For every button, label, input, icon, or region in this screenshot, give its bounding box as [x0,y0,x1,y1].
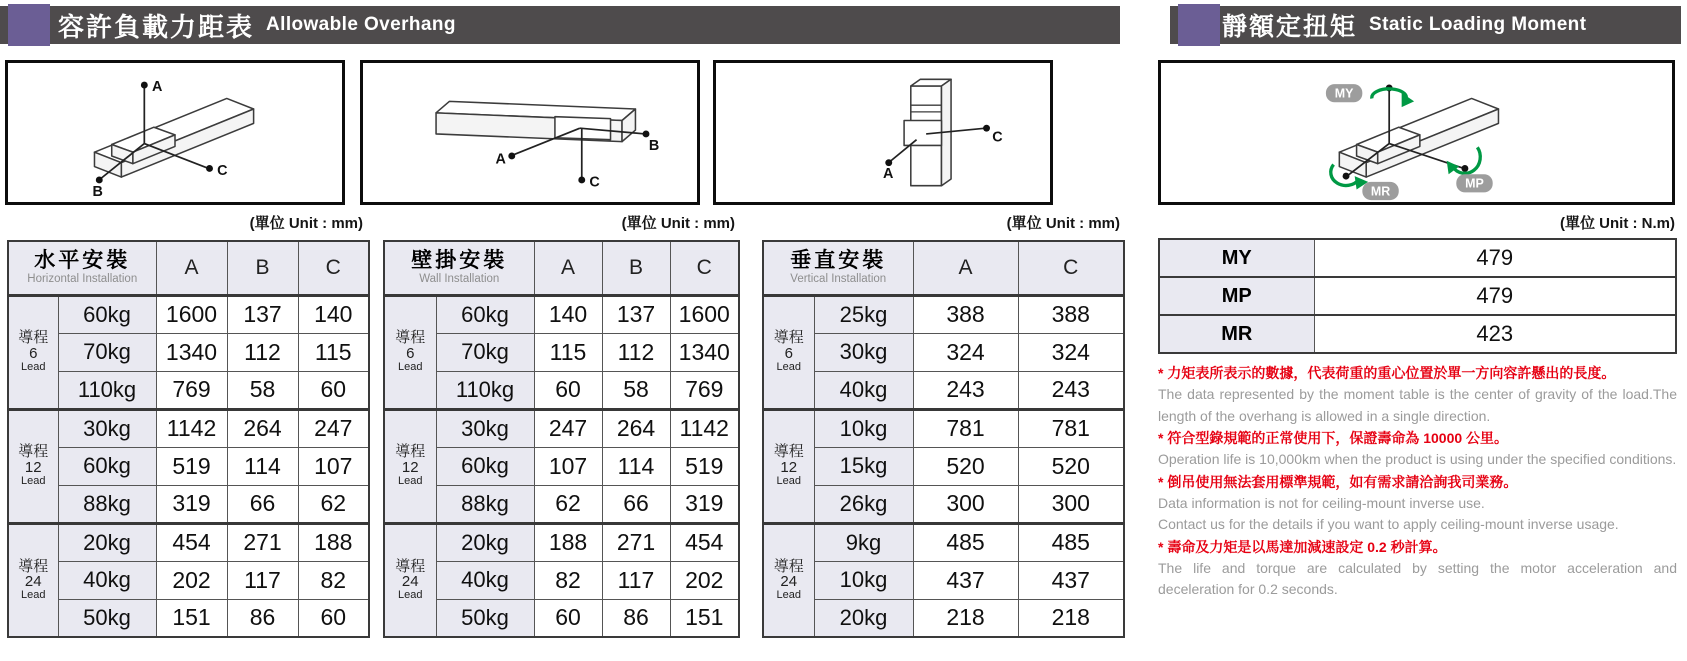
value-cell: 140 [534,295,602,333]
value-cell: 58 [227,371,298,409]
value-cell: 62 [534,485,602,523]
note-en: The life and torque are calculated by setting the motor acceleration and deceleration for 0.2 seconds. [1158,559,1677,597]
value-cell: 151 [670,599,739,637]
unit-label-mm-3: (單位 Unit : mm) [1006,215,1120,232]
load-cell: 60kg [436,295,534,333]
value-cell: 324 [1018,333,1124,371]
lead-cell: 導程 24 Lead [8,523,58,637]
column-header-a: A [156,241,227,295]
value-cell: 319 [156,485,227,523]
load-cell: 88kg [436,485,534,523]
load-cell: 20kg [436,523,534,561]
value-cell: 1600 [156,295,227,333]
table-name-en: Vertical Installation [790,273,887,286]
note-en: Data information is not for ceiling-mount inverse use. [1158,494,1485,511]
value-cell: 243 [913,371,1018,409]
value-cell: 519 [156,447,227,485]
moment-value-cell: 423 [1314,315,1676,353]
load-cell: 70kg [58,333,156,371]
my-badge-label: MY [1334,86,1354,101]
table-name-zh: 垂直安裝 [790,249,887,273]
note-en: Contact us for the details if you want to apply ceiling-mount inverse usage. [1158,516,1619,532]
value-cell: 271 [227,523,298,561]
point-label-a: A [495,151,506,168]
load-cell: 60kg [58,447,156,485]
value-cell: 388 [1018,295,1124,333]
value-cell: 112 [227,333,298,371]
value-cell: 1142 [670,409,739,447]
column-header-a: A [913,241,1018,295]
lead-cell: 導程 24 Lead [763,523,814,637]
load-cell: 30kg [814,333,913,371]
point-label-b: B [92,184,103,201]
value-cell: 437 [913,561,1018,599]
load-cell: 50kg [58,599,156,637]
value-cell: 520 [1018,447,1124,485]
value-cell: 243 [1018,371,1124,409]
value-cell: 1340 [670,333,739,371]
lead-cell: 導程 6 Lead [384,295,436,409]
value-cell: 86 [602,599,670,637]
table-name-cell [384,241,534,295]
value-cell: 140 [298,295,369,333]
value-cell: 781 [1018,409,1124,447]
load-cell: 25kg [814,295,913,333]
unit-label-nm: (單位 Unit : N.m) [1560,215,1675,232]
vertical-diagram-art [716,63,1050,202]
point-label-a: A [883,166,894,183]
value-cell: 112 [602,333,670,371]
lead-cell: 導程 12 Lead [384,409,436,523]
value-cell: 388 [913,295,1018,333]
point-label-b: B [648,138,660,155]
value-cell: 769 [156,371,227,409]
value-cell: 769 [670,371,739,409]
moment-label-cell: MP [1159,277,1314,315]
value-cell: 86 [227,599,298,637]
moment-value-cell: 479 [1314,239,1676,277]
table-name-en: Wall Installation [419,273,500,286]
value-cell: 454 [156,523,227,561]
load-cell: 60kg [58,295,156,333]
load-cell: 50kg [436,599,534,637]
lead-cell: 導程 6 Lead [763,295,814,409]
value-cell: 60 [534,599,602,637]
point-label-c: C [589,174,600,191]
value-cell: 1340 [156,333,227,371]
load-cell: 70kg [436,333,534,371]
value-cell: 114 [227,447,298,485]
notes [1158,362,1677,601]
value-cell: 485 [1018,523,1124,561]
value-cell: 218 [1018,599,1124,637]
point-label-c: C [992,129,1003,146]
unit-label-mm-2: (單位 Unit : mm) [621,215,735,232]
vertical-installation-diagram [713,60,1053,205]
column-header-c: C [670,241,739,295]
value-cell: 188 [534,523,602,561]
note-zh: * 符合型錄規範的正常使用下，保證壽命為 10000 公里。 [1158,430,1509,446]
load-cell: 9kg [814,523,913,561]
load-cell: 10kg [814,561,913,599]
value-cell: 115 [534,333,602,371]
value-cell: 324 [913,333,1018,371]
value-cell: 117 [227,561,298,599]
value-cell: 519 [670,447,739,485]
mp-badge-label: MP [1465,176,1484,191]
purple-accent-square [8,4,50,46]
value-cell: 82 [534,561,602,599]
load-cell: 30kg [436,409,534,447]
wall-installation-diagram [360,60,700,205]
vertical-installation-table [762,240,1125,638]
load-cell: 26kg [814,485,913,523]
load-cell: 88kg [58,485,156,523]
horizontal-diagram-art [8,63,342,202]
load-cell: 15kg [814,447,913,485]
value-cell: 247 [534,409,602,447]
moment-label-cell: MY [1159,239,1314,277]
value-cell: 264 [227,409,298,447]
value-cell: 781 [913,409,1018,447]
table-name-zh: 水平安裝 [34,249,131,273]
table-name-cell [763,241,913,295]
point-label-a: A [151,78,163,95]
static-moment-table [1158,238,1677,354]
value-cell: 62 [298,485,369,523]
wall-diagram-art [363,63,697,202]
lead-cell: 導程 12 Lead [763,409,814,523]
note-en: The data represented by the moment table is the center of gravity of the load.The length of the overhang is allowed in a single direction. [1158,386,1677,424]
value-cell: 300 [1018,485,1124,523]
value-cell: 247 [298,409,369,447]
value-cell: 264 [602,409,670,447]
value-cell: 437 [1018,561,1124,599]
table-name-zh: 壁掛安裝 [411,249,508,273]
column-header-b: B [602,241,670,295]
note-zh: * 力矩表所表示的數據，代表荷重的重心位置於單一方向容許懸出的長度。 [1158,365,1616,381]
column-header-c: C [1018,241,1124,295]
value-cell: 137 [227,295,298,333]
value-cell: 107 [534,447,602,485]
value-cell: 66 [602,485,670,523]
value-cell: 319 [670,485,739,523]
load-cell: 110kg [436,371,534,409]
column-header-c: C [298,241,369,295]
section-title-en: Allowable Overhang [266,14,456,35]
column-header-a: A [534,241,602,295]
note-zh: * 壽命及力矩是以馬達加減速設定 0.2 秒計算。 [1158,538,1447,555]
section-title-zh: 靜額定扭矩 [1222,13,1358,41]
value-cell: 202 [670,561,739,599]
table-name-cell [8,241,156,295]
lead-cell: 導程 12 Lead [8,409,58,523]
value-cell: 60 [298,371,369,409]
value-cell: 1142 [156,409,227,447]
section-title-zh: 容許負載力距表 [58,11,255,42]
value-cell: 66 [227,485,298,523]
mr-badge-label: MR [1370,184,1391,199]
load-cell: 40kg [58,561,156,599]
value-cell: 115 [298,333,369,371]
value-cell: 188 [298,523,369,561]
moment-diagram-art [1161,63,1672,202]
value-cell: 137 [602,295,670,333]
static-moment-diagram [1158,60,1675,205]
moment-label-cell: MR [1159,315,1314,353]
unit-label-mm-1: (單位 Unit : mm) [249,215,363,232]
purple-accent-square [1178,4,1220,46]
value-cell: 271 [602,523,670,561]
horizontal-installation-table [7,240,370,638]
point-label-c: C [217,163,228,180]
lead-cell: 導程 24 Lead [384,523,436,637]
value-cell: 300 [913,485,1018,523]
load-cell: 40kg [814,371,913,409]
section-title-en: Static Loading Moment [1369,14,1587,35]
note-en: Operation life is 10,000km when the product is using under the specified conditions. [1158,451,1677,467]
value-cell: 60 [534,371,602,409]
column-header-b: B [227,241,298,295]
value-cell: 60 [298,599,369,637]
load-cell: 10kg [814,409,913,447]
value-cell: 151 [156,599,227,637]
load-cell: 20kg [814,599,913,637]
value-cell: 454 [670,523,739,561]
allowable-overhang-header [0,6,1120,44]
wall-installation-table [383,240,740,638]
load-cell: 30kg [58,409,156,447]
moment-value-cell: 479 [1314,277,1676,315]
value-cell: 218 [913,599,1018,637]
value-cell: 114 [602,447,670,485]
value-cell: 107 [298,447,369,485]
value-cell: 117 [602,561,670,599]
value-cell: 58 [602,371,670,409]
load-cell: 40kg [436,561,534,599]
value-cell: 520 [913,447,1018,485]
note-zh: * 倒吊使用無法套用標準規範，如有需求請洽詢我司業務。 [1158,473,1518,490]
load-cell: 110kg [58,371,156,409]
table-name-en: Horizontal Installation [27,273,138,286]
value-cell: 82 [298,561,369,599]
load-cell: 20kg [58,523,156,561]
value-cell: 485 [913,523,1018,561]
load-cell: 60kg [436,447,534,485]
static-loading-moment-header [1170,6,1681,44]
horizontal-installation-diagram [5,60,345,205]
lead-cell: 導程 6 Lead [8,295,58,409]
value-cell: 202 [156,561,227,599]
value-cell: 1600 [670,295,739,333]
